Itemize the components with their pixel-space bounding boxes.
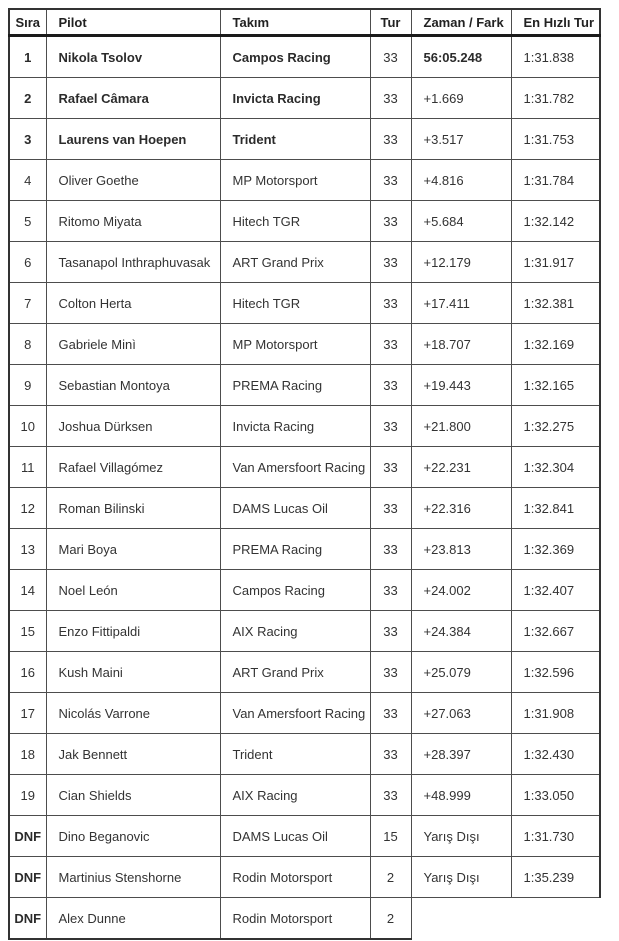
cell-laps: 33: [370, 529, 411, 570]
cell-team: Hitech TGR: [220, 201, 370, 242]
cell-laps: 33: [370, 734, 411, 775]
cell-driver: Roman Bilinski: [46, 488, 220, 529]
cell-time: +25.079: [411, 652, 511, 693]
cell-team: AIX Racing: [220, 775, 370, 816]
cell-pos: 17: [9, 693, 46, 734]
cell-time: Yarış Dışı: [411, 857, 511, 898]
cell-pos: DNF: [9, 816, 46, 857]
cell-pos: 11: [9, 447, 46, 488]
table-row: [9, 570, 600, 611]
cell-driver: Cian Shields: [46, 775, 220, 816]
cell-team: PREMA Racing: [220, 529, 370, 570]
table-row: [9, 488, 600, 529]
cell-pos: 2: [9, 78, 46, 119]
cell-laps: 33: [370, 488, 411, 529]
cell-team: AIX Racing: [220, 611, 370, 652]
cell-team: Campos Racing: [220, 36, 370, 78]
header-position: Sıra: [9, 9, 46, 36]
cell-driver: Nicolás Varrone: [46, 693, 220, 734]
cell-team: DAMS Lucas Oil: [220, 816, 370, 857]
cell-laps: 15: [370, 816, 411, 857]
cell-fastest: 1:32.369: [511, 529, 600, 570]
cell-laps: 2: [370, 898, 411, 940]
cell-laps: 33: [370, 406, 411, 447]
cell-pos: 14: [9, 570, 46, 611]
cell-team: ART Grand Prix: [220, 652, 370, 693]
cell-driver: Tasanapol Inthraphuvasak: [46, 242, 220, 283]
cell-time: +17.411: [411, 283, 511, 324]
table-row: [9, 447, 600, 488]
cell-pos: 1: [9, 36, 46, 78]
cell-fastest: 1:32.407: [511, 570, 600, 611]
cell-team: Van Amersfoort Racing: [220, 447, 370, 488]
table-row: [9, 283, 600, 324]
cell-driver: Joshua Dürksen: [46, 406, 220, 447]
cell-laps: 33: [370, 119, 411, 160]
cell-driver: Jak Bennett: [46, 734, 220, 775]
cell-team: PREMA Racing: [220, 365, 370, 406]
cell-fastest: 1:32.841: [511, 488, 600, 529]
table-row: [9, 119, 600, 160]
cell-team: Hitech TGR: [220, 283, 370, 324]
header-laps: Tur: [370, 9, 411, 36]
cell-fastest: 1:31.838: [511, 36, 600, 78]
cell-driver: Rafael Villagómez: [46, 447, 220, 488]
header-driver: Pilot: [46, 9, 220, 36]
cell-driver: Oliver Goethe: [46, 160, 220, 201]
table-row: [9, 324, 600, 365]
cell-team: MP Motorsport: [220, 324, 370, 365]
table-row: [9, 406, 600, 447]
cell-time: +24.002: [411, 570, 511, 611]
cell-team: DAMS Lucas Oil: [220, 488, 370, 529]
cell-pos: 9: [9, 365, 46, 406]
header-fastest-lap: En Hızlı Tur: [511, 9, 600, 36]
cell-laps: 33: [370, 324, 411, 365]
cell-time: +24.384: [411, 611, 511, 652]
cell-time: +22.316: [411, 488, 511, 529]
cell-team: Rodin Motorsport: [220, 857, 370, 898]
table-row: [9, 898, 600, 940]
cell-laps: 2: [370, 857, 411, 898]
cell-pos: 16: [9, 652, 46, 693]
cell-time: +18.707: [411, 324, 511, 365]
cell-driver: Rafael Câmara: [46, 78, 220, 119]
cell-time: Yarış Dışı: [411, 816, 511, 857]
table-row: [9, 78, 600, 119]
table-row: [9, 242, 600, 283]
cell-pos: 8: [9, 324, 46, 365]
cell-time: +12.179: [411, 242, 511, 283]
cell-driver: Colton Herta: [46, 283, 220, 324]
cell-pos: DNF: [9, 857, 46, 898]
cell-driver: Mari Boya: [46, 529, 220, 570]
table-row: [9, 36, 600, 78]
cell-fastest: 1:35.239: [511, 857, 600, 898]
cell-pos: 3: [9, 119, 46, 160]
cell-pos: 4: [9, 160, 46, 201]
cell-fastest: 1:31.908: [511, 693, 600, 734]
cell-pos: 19: [9, 775, 46, 816]
cell-team: Trident: [220, 734, 370, 775]
cell-time: +48.999: [411, 775, 511, 816]
cell-driver: Gabriele Minì: [46, 324, 220, 365]
cell-fastest: 1:32.381: [511, 283, 600, 324]
cell-laps: 33: [370, 365, 411, 406]
cell-laps: 33: [370, 283, 411, 324]
cell-time: +4.816: [411, 160, 511, 201]
cell-laps: 33: [370, 78, 411, 119]
cell-laps: 33: [370, 160, 411, 201]
cell-fastest: 1:31.730: [511, 816, 600, 857]
cell-fastest: 1:31.784: [511, 160, 600, 201]
cell-fastest: 1:31.753: [511, 119, 600, 160]
cell-driver: Martinius Stenshorne: [46, 857, 220, 898]
table-row: [9, 734, 600, 775]
cell-team: ART Grand Prix: [220, 242, 370, 283]
cell-team: Invicta Racing: [220, 406, 370, 447]
cell-driver: Noel León: [46, 570, 220, 611]
cell-laps: 33: [370, 775, 411, 816]
cell-time: +22.231: [411, 447, 511, 488]
cell-time: +27.063: [411, 693, 511, 734]
cell-time: +1.669: [411, 78, 511, 119]
cell-fastest: 1:32.169: [511, 324, 600, 365]
cell-pos: 15: [9, 611, 46, 652]
cell-driver: Enzo Fittipaldi: [46, 611, 220, 652]
cell-team: Campos Racing: [220, 570, 370, 611]
table-header: [9, 9, 600, 36]
table-row: [9, 693, 600, 734]
cell-time: +5.684: [411, 201, 511, 242]
results-body: [9, 36, 600, 940]
cell-driver: Kush Maini: [46, 652, 220, 693]
table-row: [9, 775, 600, 816]
cell-fastest: 1:32.430: [511, 734, 600, 775]
cell-team: Invicta Racing: [220, 78, 370, 119]
cell-fastest: 1:32.304: [511, 447, 600, 488]
cell-pos: 18: [9, 734, 46, 775]
cell-laps: 33: [370, 36, 411, 78]
header-time-gap: Zaman / Fark: [411, 9, 511, 36]
cell-driver: Laurens van Hoepen: [46, 119, 220, 160]
cell-time: +19.443: [411, 365, 511, 406]
table-row: [9, 529, 600, 570]
cell-driver: Sebastian Montoya: [46, 365, 220, 406]
cell-fastest: 1:32.142: [511, 201, 600, 242]
cell-laps: 33: [370, 201, 411, 242]
table-row: [9, 365, 600, 406]
cell-laps: 33: [370, 693, 411, 734]
cell-time: +23.813: [411, 529, 511, 570]
cell-pos: DNF: [9, 898, 46, 940]
cell-time: 56:05.248: [411, 36, 511, 78]
cell-pos: 6: [9, 242, 46, 283]
cell-time: +28.397: [411, 734, 511, 775]
cell-driver: Dino Beganovic: [46, 816, 220, 857]
cell-laps: 33: [370, 652, 411, 693]
table-row: [9, 857, 600, 898]
cell-fastest: 1:32.596: [511, 652, 600, 693]
table-row: [9, 816, 600, 857]
cell-pos: 10: [9, 406, 46, 447]
cell-pos: 5: [9, 201, 46, 242]
table-row: [9, 160, 600, 201]
cell-fastest: 1:32.667: [511, 611, 600, 652]
cell-laps: 33: [370, 447, 411, 488]
cell-team: Van Amersfoort Racing: [220, 693, 370, 734]
cell-fastest: 1:32.165: [511, 365, 600, 406]
cell-team: Rodin Motorsport: [220, 898, 370, 940]
table-row: [9, 652, 600, 693]
cell-pos: 12: [9, 488, 46, 529]
cell-laps: 33: [370, 570, 411, 611]
race-results-table: [8, 8, 601, 940]
cell-laps: 33: [370, 611, 411, 652]
cell-fastest: 1:31.917: [511, 242, 600, 283]
header-row: [9, 9, 600, 36]
cell-fastest: 1:33.050: [511, 775, 600, 816]
cell-driver: Ritomo Miyata: [46, 201, 220, 242]
cell-driver: Alex Dunne: [46, 898, 220, 940]
cell-fastest: 1:32.275: [511, 406, 600, 447]
table-row: [9, 201, 600, 242]
cell-team: MP Motorsport: [220, 160, 370, 201]
header-team: Takım: [220, 9, 370, 36]
cell-pos: 7: [9, 283, 46, 324]
table-row: [9, 611, 600, 652]
cell-time: +21.800: [411, 406, 511, 447]
cell-pos: 13: [9, 529, 46, 570]
cell-fastest: 1:31.782: [511, 78, 600, 119]
cell-team: Trident: [220, 119, 370, 160]
cell-time: +3.517: [411, 119, 511, 160]
cell-laps: 33: [370, 242, 411, 283]
cell-driver: Nikola Tsolov: [46, 36, 220, 78]
